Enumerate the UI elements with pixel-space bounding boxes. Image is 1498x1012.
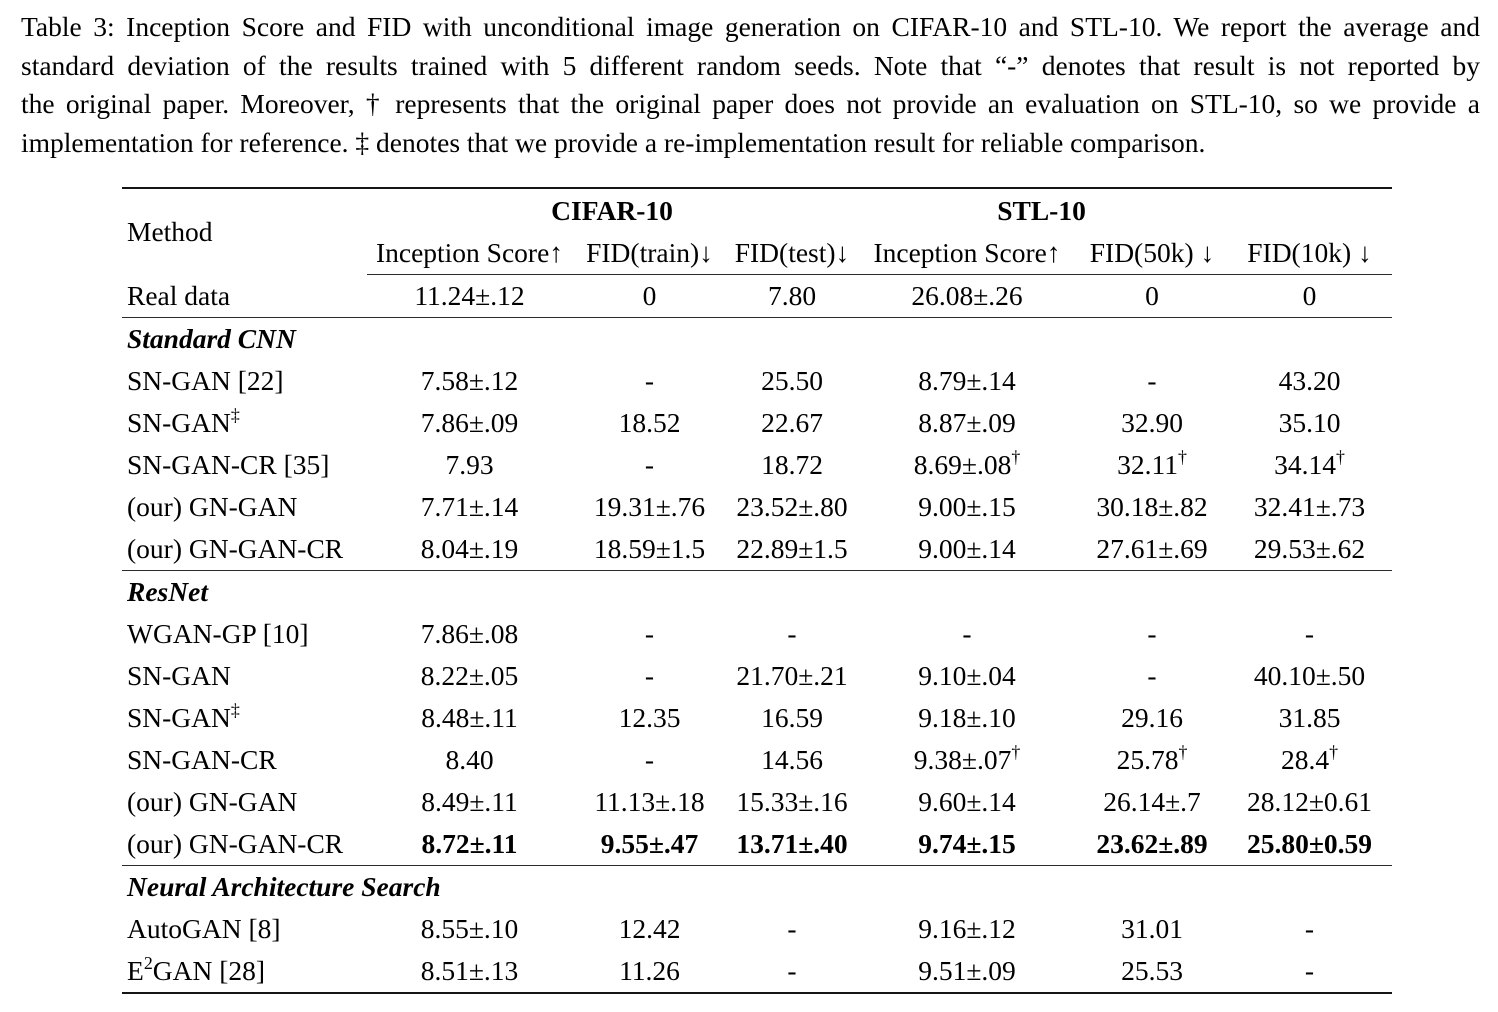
method-name: (our) GN-GAN-CR xyxy=(127,828,344,859)
caption-line: standard deviation of the results trained with 5 different random seeds. Note that “-” denotes that result is not reported by xyxy=(21,49,1480,81)
value-cell: 14.56 xyxy=(761,744,823,775)
value-cell: - xyxy=(1147,365,1157,396)
caption-line: implementation for reference. ‡ denotes that we provide a re-implementation result for reliable comparison. xyxy=(21,126,1206,158)
value-cell: 23.52±.80 xyxy=(736,491,848,522)
method-name: SN-GAN-CR [35] xyxy=(127,449,330,480)
value-cell: 9.55±.47 xyxy=(600,828,699,859)
value-cell: 8.55±.10 xyxy=(420,913,519,944)
value-cell: - xyxy=(1304,913,1315,944)
method-name: SN-GAN‡ xyxy=(127,405,240,438)
value-cell: 23.62±.89 xyxy=(1096,828,1208,859)
method-name: Real data xyxy=(127,279,231,311)
table-row xyxy=(122,444,1392,486)
column-header-method: Method xyxy=(127,215,213,247)
method-name: WGAN-GP [10] xyxy=(127,618,309,649)
column-group-cifar10 xyxy=(367,188,857,232)
value-cell: 31.01 xyxy=(1121,913,1183,944)
section-row xyxy=(122,571,1392,614)
value-cell: 16.59 xyxy=(761,702,823,733)
value-cell: 8.40 xyxy=(445,744,494,775)
value-cell: 19.31±.76 xyxy=(593,491,706,522)
table-row xyxy=(122,908,1392,950)
value-cell: - xyxy=(644,449,655,480)
method-name: (our) GN-GAN xyxy=(127,786,298,817)
value-cell: 31.85 xyxy=(1278,702,1341,733)
value-cell: 26.14±.7 xyxy=(1103,786,1201,817)
value-cell: 15.33±.16 xyxy=(736,786,848,817)
value-cell: 8.51±.13 xyxy=(420,955,519,986)
table-row xyxy=(122,613,1392,655)
group-label-cifar10: CIFAR-10 xyxy=(551,194,673,226)
value-cell: 8.48±.11 xyxy=(421,702,518,733)
caption-line: Table 3: Inception Score and FID with unconditional image generation on CIFAR-10 and STL-10. We report the average and xyxy=(21,11,1480,42)
method-name: SN-GAN xyxy=(127,660,231,691)
value-cell: - xyxy=(1304,955,1315,986)
value-cell: 29.16 xyxy=(1121,702,1183,733)
value-cell: 28.4† xyxy=(1280,742,1339,775)
value-cell: - xyxy=(1147,618,1157,649)
value-cell: 7.93 xyxy=(445,449,494,480)
table-row xyxy=(122,823,1392,866)
value-cell: 0 xyxy=(1145,280,1159,311)
table-caption xyxy=(21,8,1480,162)
value-cell: - xyxy=(1147,660,1157,691)
column-header-fid-test: FID(test)↓ xyxy=(727,232,857,275)
value-cell: 13.71±.40 xyxy=(736,828,848,859)
value-cell: 43.20 xyxy=(1278,365,1341,396)
table-row xyxy=(122,781,1392,823)
value-cell: 32.41±.73 xyxy=(1253,491,1366,522)
value-cell: 35.10 xyxy=(1278,407,1341,438)
value-cell: 0 xyxy=(1302,280,1317,311)
value-cell: - xyxy=(1304,618,1315,649)
method-name: SN-GAN [22] xyxy=(127,365,284,396)
column-header-inception-score-cifar: Inception Score↑ xyxy=(367,232,572,275)
section-header: Neural Architecture Search xyxy=(122,866,1392,909)
value-cell: 8.49±.11 xyxy=(421,786,518,817)
value-cell: 8.79±.14 xyxy=(918,365,1016,396)
value-cell: 8.87±.09 xyxy=(918,407,1016,438)
value-cell: - xyxy=(787,913,797,944)
value-cell: 7.58±.12 xyxy=(420,365,519,396)
column-header-fid-50k: FID(50k) ↓ xyxy=(1077,232,1227,275)
value-cell: 22.89±1.5 xyxy=(736,533,848,564)
table-row xyxy=(122,697,1392,739)
section-row xyxy=(122,318,1392,361)
caption-line: the original paper. Moreover, † represents that the original paper does not provide an evaluation on STL-10, so we provide a xyxy=(21,88,1480,119)
table-header xyxy=(122,188,1392,275)
column-header-fid-10k: FID(10k) ↓ xyxy=(1227,232,1392,275)
method-name: $E^2GAN$ [28] xyxy=(127,953,266,986)
value-cell: 9.74±.15 xyxy=(918,828,1016,859)
value-cell: 12.42 xyxy=(618,913,681,944)
value-cell: 22.67 xyxy=(761,407,823,438)
value-cell: 18.59±1.5 xyxy=(593,533,706,564)
value-cell: 11.13±.18 xyxy=(594,786,705,817)
value-cell: - xyxy=(787,618,797,649)
method-name: AutoGAN [8] xyxy=(127,913,281,944)
table-header-groups xyxy=(122,188,1392,232)
method-name: (our) GN-GAN xyxy=(127,491,298,522)
table-row xyxy=(122,275,1392,318)
value-cell: 9.00±.15 xyxy=(918,491,1016,522)
value-cell: 11.24±.12 xyxy=(414,280,525,311)
value-cell: 7.86±.09 xyxy=(420,407,519,438)
value-cell: 26.08±.26 xyxy=(911,280,1023,311)
method-name: SN-GAN‡ xyxy=(127,700,240,733)
value-cell: 9.60±.14 xyxy=(918,786,1016,817)
value-cell: - xyxy=(787,955,797,986)
table-body xyxy=(122,275,1392,994)
results-table xyxy=(122,187,1392,994)
value-cell: 9.10±.04 xyxy=(918,660,1016,691)
value-cell: 32.11† xyxy=(1117,447,1187,480)
value-cell: 8.04±.19 xyxy=(420,533,519,564)
value-cell: 0 xyxy=(642,280,657,311)
value-cell: 25.80±0.59 xyxy=(1246,828,1373,859)
value-cell: 9.51±.09 xyxy=(918,955,1016,986)
value-cell: - xyxy=(644,660,655,691)
value-cell: 9.00±.14 xyxy=(918,533,1016,564)
value-cell: 21.70±.21 xyxy=(736,660,848,691)
table-row xyxy=(122,486,1392,528)
value-cell: 25.50 xyxy=(761,365,823,396)
value-cell: - xyxy=(644,744,655,775)
section-row xyxy=(122,866,1392,909)
value-cell: 11.26 xyxy=(619,955,680,986)
column-header-inception-score-stl: Inception Score↑ xyxy=(857,232,1077,275)
value-cell: 34.14† xyxy=(1274,447,1345,480)
value-cell: 8.22±.05 xyxy=(420,660,519,691)
value-cell: 9.18±.10 xyxy=(918,702,1016,733)
value-cell: 7.86±.08 xyxy=(420,618,519,649)
value-cell: 32.90 xyxy=(1121,407,1183,438)
value-cell: - xyxy=(644,618,655,649)
value-cell: 28.12±0.61 xyxy=(1246,786,1373,817)
value-cell: 8.72±.11 xyxy=(421,828,518,859)
value-cell: 7.71±.14 xyxy=(420,491,519,522)
table-row xyxy=(122,655,1392,697)
value-cell: 9.38±.07† xyxy=(913,742,1021,775)
value-cell: 40.10±.50 xyxy=(1253,660,1366,691)
value-cell: 25.53 xyxy=(1121,955,1183,986)
value-cell: 8.69±.08† xyxy=(913,447,1021,480)
table-row xyxy=(122,528,1392,571)
table-row xyxy=(122,950,1392,993)
value-cell: 18.72 xyxy=(761,449,823,480)
value-cell: - xyxy=(644,365,655,396)
column-header-fid-train: FID(train)↓ xyxy=(572,232,727,275)
value-cell: 18.52 xyxy=(618,407,681,438)
column-group-stl10 xyxy=(857,188,1392,232)
value-cell: - xyxy=(962,618,972,649)
value-cell: 29.53±.62 xyxy=(1253,533,1366,564)
value-cell: 12.35 xyxy=(618,702,681,733)
value-cell: 30.18±.82 xyxy=(1096,491,1208,522)
value-cell: 9.16±.12 xyxy=(918,913,1016,944)
section-header: ResNet xyxy=(122,571,1392,614)
group-label-stl10: STL-10 xyxy=(997,194,1086,226)
table-row xyxy=(122,360,1392,402)
method-name: SN-GAN-CR xyxy=(127,744,277,775)
table-row xyxy=(122,739,1392,781)
section-header: Standard CNN xyxy=(122,318,1392,361)
method-name: (our) GN-GAN-CR xyxy=(127,533,344,564)
value-cell: 25.78† xyxy=(1116,742,1188,775)
value-cell: 7.80 xyxy=(767,280,817,311)
table-row xyxy=(122,402,1392,444)
value-cell: 27.61±.69 xyxy=(1096,533,1208,564)
